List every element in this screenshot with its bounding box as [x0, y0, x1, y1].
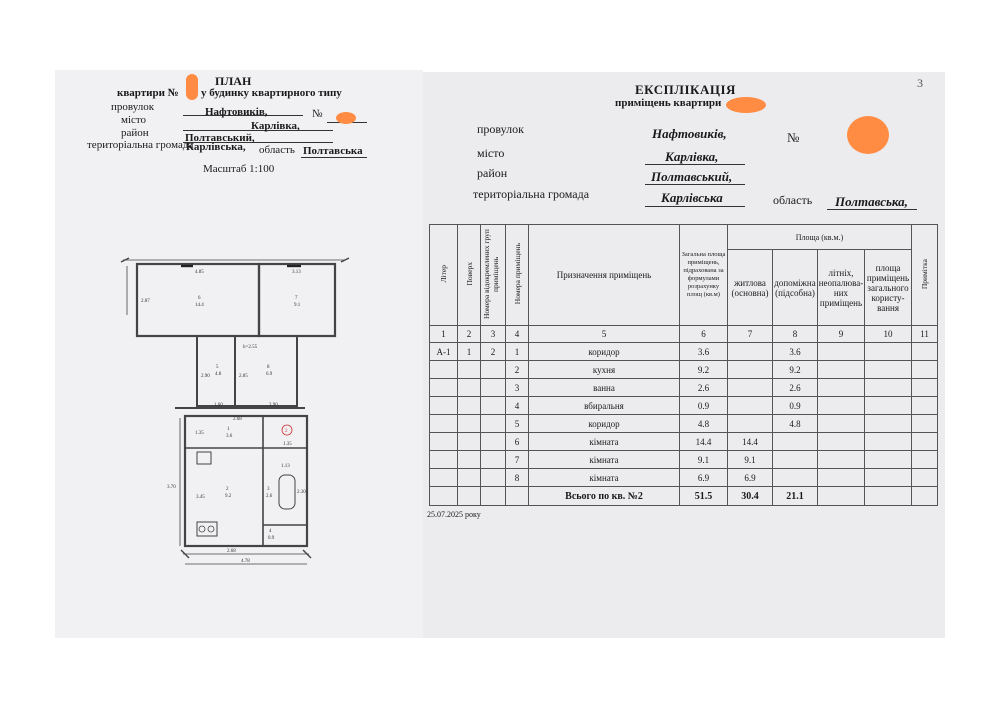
mid-dim: 2.68	[233, 417, 242, 422]
col-note	[912, 225, 938, 326]
col-number: 5	[529, 326, 680, 343]
table-cell	[481, 469, 506, 487]
table-cell	[865, 433, 912, 451]
room1-h: 1.35	[195, 431, 204, 436]
redaction-mark	[847, 116, 889, 154]
mid-a: 1.60	[214, 403, 223, 408]
table-cell	[912, 415, 938, 433]
table-cell: 2	[481, 343, 506, 361]
table-cell: 1	[506, 343, 529, 361]
room8-num: 8	[267, 365, 270, 370]
room1-num: 1	[227, 427, 230, 432]
table-cell	[481, 433, 506, 451]
table-cell	[430, 469, 458, 487]
plan-scale: Масштаб 1:100	[203, 163, 275, 175]
table-cell: 4	[506, 397, 529, 415]
header-label: Номера відокремлених груп приміщень	[482, 229, 500, 319]
col-room-no	[506, 225, 529, 326]
table-cell: 1	[458, 343, 481, 361]
room4-area: 0.9	[268, 536, 275, 541]
expl-street-label: провулок	[477, 122, 524, 136]
plan-city-value: Карлівка,	[251, 120, 300, 132]
table-cell	[818, 415, 865, 433]
room5-h: 2.90	[201, 374, 210, 379]
expl-region-value: Полтавська,	[835, 194, 908, 209]
expl-street-value: Нафтовиків,	[652, 126, 727, 141]
plan-community-label: територіальна громада	[87, 139, 194, 151]
table-cell: вбиральня	[529, 397, 680, 415]
table-cell	[773, 451, 818, 469]
col-aux: допоміжна (підсобна)	[773, 250, 818, 326]
table-cell: 3.6	[680, 343, 728, 361]
table-cell: 6.9	[680, 469, 728, 487]
table-cell	[818, 487, 865, 506]
plan-number-label: №	[312, 108, 323, 120]
corridor-height: h=2.55	[243, 345, 258, 350]
plan-subtitle-prefix: квартири №	[117, 87, 179, 99]
header-label: Літер	[439, 265, 448, 283]
plan-district-value: Полтавський,	[185, 132, 255, 144]
dim-top-right: 3.13	[292, 270, 301, 275]
table-cell	[481, 451, 506, 469]
table-cell	[728, 415, 773, 433]
table-row	[430, 469, 938, 487]
table-cell	[865, 343, 912, 361]
table-cell: 2	[506, 361, 529, 379]
table-cell: кімната	[529, 433, 680, 451]
table-cell	[818, 469, 865, 487]
room6-num: 6	[198, 296, 201, 301]
col-summer: літніх, неопалюва-них приміщень	[818, 250, 865, 326]
col-group	[481, 225, 506, 326]
circle-mark: 2	[285, 429, 288, 434]
table-cell: 2.6	[680, 379, 728, 397]
col-number: 3	[481, 326, 506, 343]
mid-b: 2.90	[269, 403, 278, 408]
table-row	[430, 433, 938, 451]
table-cell: 9.2	[680, 361, 728, 379]
table-cell	[728, 343, 773, 361]
room5-num: 5	[216, 365, 219, 370]
bottom-a: 2.68	[227, 549, 236, 554]
table-cell: 2.6	[773, 379, 818, 397]
plan-region-label: область	[259, 144, 295, 156]
plan-district-label: район	[121, 127, 149, 139]
document-date: 25.07.2025 року	[427, 510, 481, 519]
table-cell: 8	[506, 469, 529, 487]
table-cell	[458, 487, 481, 506]
table-cell: 0.9	[680, 397, 728, 415]
table-cell	[481, 379, 506, 397]
table-cell: 4.8	[680, 415, 728, 433]
table-cell	[430, 379, 458, 397]
plan-street-label: провулок	[111, 101, 155, 113]
table-cell	[506, 487, 529, 506]
table-cell	[818, 343, 865, 361]
table-row	[430, 397, 938, 415]
table-cell	[912, 379, 938, 397]
explication-table	[429, 224, 938, 506]
plan-title: ПЛАН	[215, 74, 252, 88]
table-row	[430, 343, 938, 361]
table-cell	[865, 397, 912, 415]
table-total-row	[430, 487, 938, 506]
table-cell	[865, 361, 912, 379]
table-cell: кухня	[529, 361, 680, 379]
small-dim: 1.35	[283, 442, 292, 447]
room3-num: 3	[267, 487, 270, 492]
table-cell: 9.1	[728, 451, 773, 469]
table-cell	[430, 487, 458, 506]
table-cell	[865, 451, 912, 469]
table-cell	[818, 397, 865, 415]
table-cell: 14.4	[728, 433, 773, 451]
col-number: 11	[912, 326, 938, 343]
table-cell: 6	[506, 433, 529, 451]
room4-num: 4	[269, 529, 272, 534]
table-cell	[728, 361, 773, 379]
table-cell	[481, 487, 506, 506]
plan-region-value: Полтавська	[303, 145, 363, 157]
expl-region-label: область	[773, 193, 813, 207]
redaction-mark	[726, 97, 766, 113]
table-row	[430, 451, 938, 469]
col-floor	[458, 225, 481, 326]
underline	[645, 206, 745, 207]
table-cell	[430, 397, 458, 415]
expl-district-label: район	[477, 166, 508, 180]
table-cell	[912, 361, 938, 379]
col-number: 7	[728, 326, 773, 343]
plan-subtitle-suffix: у будинку квартирного типу	[201, 87, 342, 99]
table-cell	[912, 397, 938, 415]
table-cell: 6.9	[728, 469, 773, 487]
table-cell	[458, 379, 481, 397]
table-cell	[481, 415, 506, 433]
table-cell	[458, 397, 481, 415]
col-number: 9	[818, 326, 865, 343]
page-number: 3	[917, 76, 923, 90]
table-cell	[458, 469, 481, 487]
table-cell	[728, 397, 773, 415]
table-cell: 3	[506, 379, 529, 397]
explication-subtitle: приміщень квартири	[615, 97, 722, 109]
table-cell: 0.9	[773, 397, 818, 415]
room7-num: 7	[295, 296, 298, 301]
col-living: житлова (основна)	[728, 250, 773, 326]
floor-plan-drawing	[55, 70, 423, 638]
table-row	[430, 415, 938, 433]
table-cell	[458, 451, 481, 469]
table-cell	[481, 397, 506, 415]
table-cell	[818, 379, 865, 397]
dim-room6-h: 2.87	[141, 299, 150, 304]
room2-area: 9.2	[225, 494, 232, 499]
table-cell	[912, 487, 938, 506]
table-cell	[818, 361, 865, 379]
room8-h: 2.85	[239, 374, 248, 379]
table-cell: 4.8	[773, 415, 818, 433]
plan-page	[55, 70, 423, 638]
room3-area: 2.6	[266, 494, 273, 499]
room7-area: 9.1	[294, 303, 301, 308]
explication-page	[423, 72, 945, 638]
table-cell	[481, 361, 506, 379]
table-cell	[912, 433, 938, 451]
col-liter	[430, 225, 458, 326]
table-row	[430, 361, 938, 379]
room1-area: 3.6	[226, 434, 233, 439]
table-cell: 9.1	[680, 451, 728, 469]
table-cell: 7	[506, 451, 529, 469]
table-cell	[430, 361, 458, 379]
table-cell	[865, 379, 912, 397]
expl-number-label: №	[787, 130, 800, 145]
table-cell	[430, 451, 458, 469]
room2-num: 2	[226, 487, 229, 492]
col-common: площа приміщень загального користу-вання	[865, 250, 912, 326]
table-cell	[865, 415, 912, 433]
col-number: 8	[773, 326, 818, 343]
plan-street-value: Нафтовиків,	[205, 106, 268, 118]
table-cell: 3.6	[773, 343, 818, 361]
table-cell: 9.2	[773, 361, 818, 379]
header-label: Примітка	[920, 258, 930, 290]
table-cell: коридор	[529, 415, 680, 433]
expl-community-label: територіальна громада	[473, 187, 590, 201]
table-cell: А-1	[430, 343, 458, 361]
table-cell	[912, 451, 938, 469]
table-cell	[728, 379, 773, 397]
room6-area: 14.4	[195, 303, 204, 308]
col-number: 1	[430, 326, 458, 343]
table-cell	[773, 469, 818, 487]
table-cell: ванна	[529, 379, 680, 397]
table-cell: 5	[506, 415, 529, 433]
explication-title: ЕКСПЛІКАЦІЯ	[635, 82, 736, 97]
expl-community-value: Карлівська	[661, 190, 723, 205]
plan-community-value: Карлівська,	[186, 141, 246, 153]
table-cell	[865, 487, 912, 506]
header-label: Поверх	[464, 262, 474, 286]
expl-city-value: Карлівка,	[665, 149, 719, 164]
total-living: 30.4	[728, 487, 773, 506]
total-area: 51.5	[680, 487, 728, 506]
table-cell	[818, 451, 865, 469]
left-total: 3.70	[167, 485, 176, 490]
table-cell	[458, 433, 481, 451]
table-row	[430, 379, 938, 397]
expl-district-value: Полтавський,	[651, 169, 733, 184]
col-number: 10	[865, 326, 912, 343]
table-cell	[912, 343, 938, 361]
table-cell	[430, 433, 458, 451]
table-cell	[458, 361, 481, 379]
col-purpose: Призначення приміщень	[529, 225, 680, 326]
dim-top-left: 4.85	[195, 270, 204, 275]
total-aux: 21.1	[773, 487, 818, 506]
header-label: Номера приміщень	[512, 243, 522, 305]
table-cell	[458, 415, 481, 433]
table-cell: кімната	[529, 451, 680, 469]
bath-w: 1.13	[281, 464, 290, 469]
room5-area: 4.8	[215, 372, 222, 377]
col-number: 2	[458, 326, 481, 343]
table-cell	[773, 433, 818, 451]
col-total-area: Загальна площа приміщень, підрахована за формулами розрахунку площ (кв.м)	[680, 225, 728, 326]
table-cell	[865, 469, 912, 487]
room8-area: 6.9	[266, 372, 273, 377]
total-label: Всього по кв. №2	[529, 487, 680, 506]
plan-city-label: місто	[121, 114, 147, 126]
table-cell	[430, 415, 458, 433]
table-cell: 14.4	[680, 433, 728, 451]
table-cell: кімната	[529, 469, 680, 487]
bottom-total: 4.78	[241, 559, 250, 564]
table-cell	[818, 433, 865, 451]
col-number: 6	[680, 326, 728, 343]
bath-h: 2.30	[297, 490, 306, 495]
col-number: 4	[506, 326, 529, 343]
expl-city-label: місто	[477, 146, 505, 160]
room2-h: 3.45	[196, 495, 205, 500]
col-area-group: Площа (кв.м.)	[728, 225, 912, 250]
table-cell	[912, 469, 938, 487]
table-cell: коридор	[529, 343, 680, 361]
